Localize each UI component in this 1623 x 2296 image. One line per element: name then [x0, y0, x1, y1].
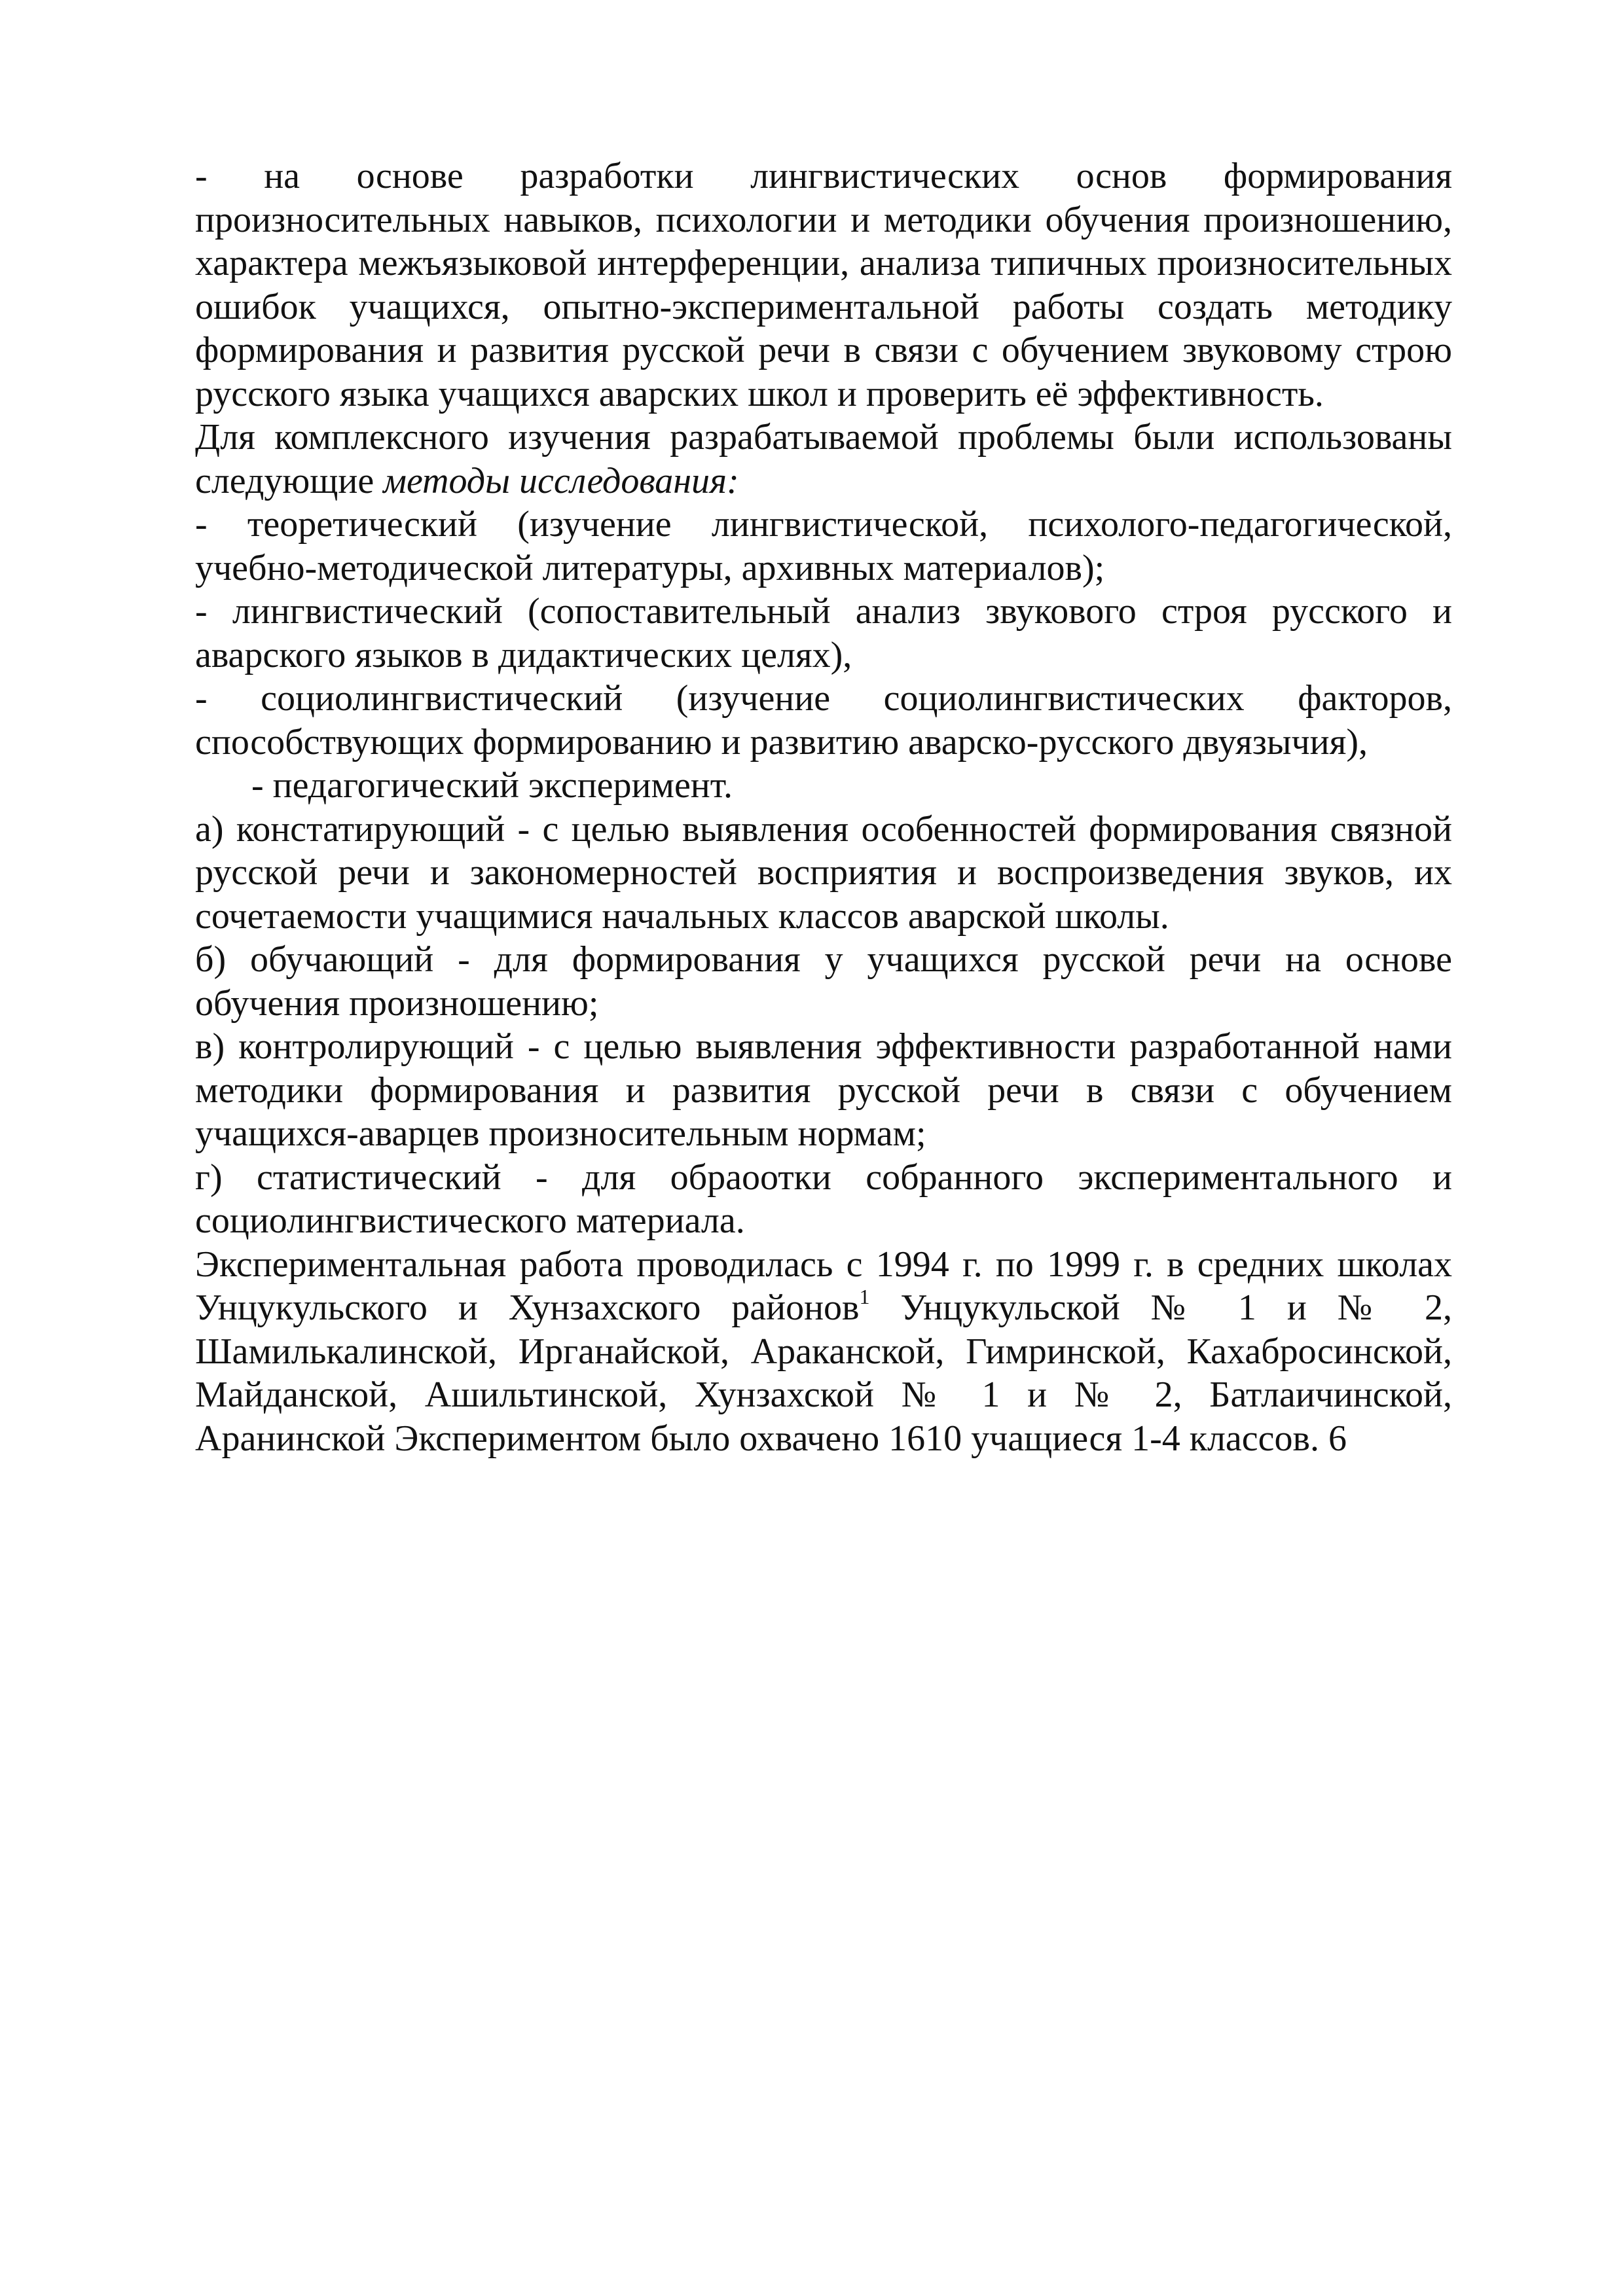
footnote-marker: 1	[859, 1285, 870, 1309]
experiment-text-end: Унцукульской № 1 и № 2, Шамилькалинской, Ирганайской, Араканской, Гимринской, Кахабросинской, Майданской, Ашильтинской, Хунзахской № 1 и № 2, Батлаичинской, Аранинской Экспериментом было охвачено 1610 учащиеся 1-4 классов. 6	[195, 1287, 1452, 1459]
paragraph-pedagogical: - педагогический эксперимент.	[251, 765, 733, 806]
body-text	[195, 154, 1452, 1460]
paragraph-theoretical: - теоретический (изучение лингвистической, психолого-педагогической, учебно-методической литературы, архивных материалов);	[195, 504, 1452, 588]
paragraph-controlling: в) контролирующий - с целью выявления эффективности разработанной нами методики формирования и развития русской речи в связи с обучением учащихся-аварцев произносительным нормам;	[195, 1026, 1452, 1154]
paragraph-linguistic: - лингвистический (сопоставительный анализ звукового строя русского и аварского языков в дидактических целях),	[195, 591, 1452, 675]
paragraph-goal: - на основе разработки лингвистических основ формирования произносительных навыков, психологии и методики обучения произношению, характера межъязыковой интерференции, анализа типичных произносительных ошибок учащихся, опытно-экспериментальной работы создать методику формирования и развития русской речи в связи с обучением звуковому строю русского языка учащихся аварских школ и проверить её эффективность.	[195, 156, 1452, 414]
paragraph-methods-intro	[195, 416, 1452, 503]
paragraph-ascertaining: а) констатирующий - с целью выявления особенностей формирования связной русской речи и закономерностей восприятия и воспроизведения звуков, их сочетаемости учащимися начальных классов аварской школы.	[195, 808, 1452, 937]
paragraph-teaching: б) обучающий - для формирования у учащихся русской речи на основе обучения произношению;	[195, 939, 1452, 1024]
paragraph-statistical: г) статистический - для обраоотки собранного экспериментального и социолингвистического материала.	[195, 1157, 1452, 1241]
methods-emphasis: методы исследования:	[383, 460, 739, 501]
experiment-text-start: Экспериментальная работа проводилась с 1994 г. по 1999 г. в средних школах Унцукульского и Хунзахского районов	[195, 1244, 1452, 1328]
paragraph-experiment	[195, 1243, 1452, 1461]
paragraph-sociolinguistic: - социолингвистический (изучение социолингвистических факторов, способствующих формированию и развитию аварско-русского двуязычия),	[195, 678, 1452, 762]
methods-intro-text: Для комплексного изучения разрабатываемой проблемы были использованы следующие	[195, 417, 1452, 501]
